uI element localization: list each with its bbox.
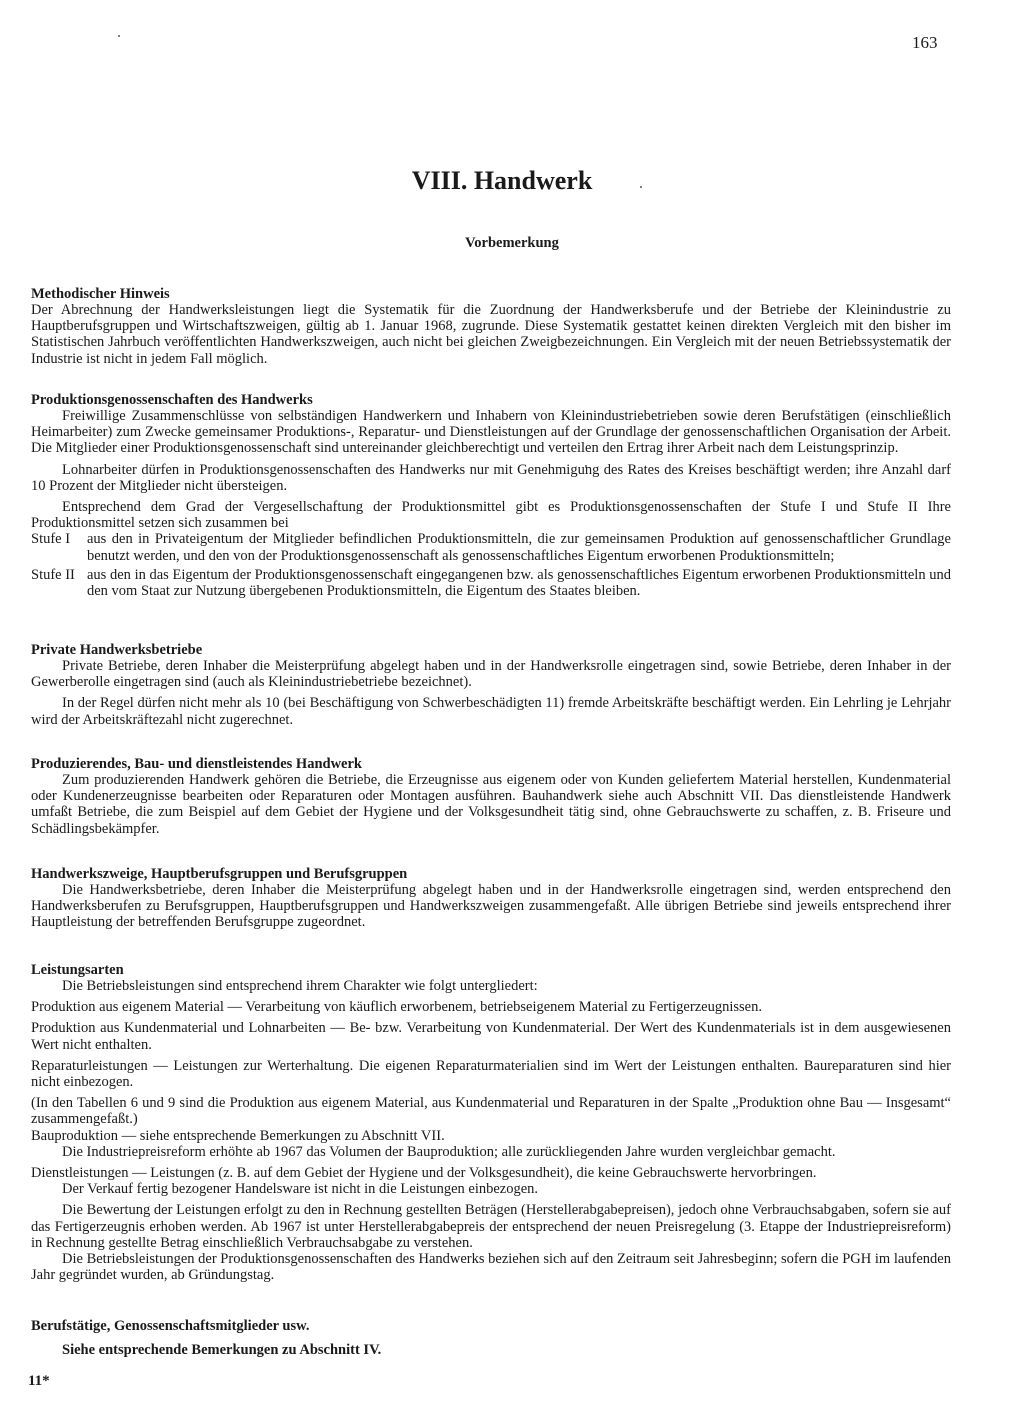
- paragraph: Freiwillige Zusammenschlüsse von selbständigen Handwerkern und Inhabern von Kleinindustriebetrieben sowie deren Berufstätigen (einschließlich Heimarbeiter) zum Zwecke gemeinsamer Produktions-, Reparatur- und Dienstleistungen auf der Grundlage der genossenschaftlichen Organisation der Arbeit. Die Mitglieder einer Produktionsgenossenschaft sind untereinander gleichberechtigt und verteilen den Ertrag ihrer Arbeit nach dem Leistungsprinzip.: [31, 408, 951, 457]
- section-heading: Berufstätige, Genossenschaftsmitglieder usw.: [31, 1318, 310, 1334]
- section-zweige: [31, 866, 951, 931]
- paragraph: Lohnarbeiter dürfen in Produktionsgenossenschaften des Handwerks nur mit Genehmigung des Rates des Kreises beschäftigt werden; ihre Anzahl darf 10 Prozent der Mitglieder nicht übersteigen.: [31, 461, 951, 494]
- paragraph: Die Industriepreisreform erhöhte ab 1967 das Volumen der Bauproduktion; alle zurückliegenden Jahre wurden vergleichbar gemacht.: [62, 1143, 836, 1160]
- paragraph: (In den Tabellen 6 und 9 sind die Produktion aus eigenem Material, aus Kundenmaterial und Reparaturen in der Spalte „Produktion ohne Bau — Insgesamt“ zusammengefaßt.): [31, 1095, 951, 1128]
- stufe-1-item: [31, 531, 951, 563]
- paragraph: Dienstleistungen — Leistungen (z. B. auf dem Gebiet der Hygiene und der Volksgesundheit), die keine Gebrauchswerte hervorbringen.: [31, 1165, 817, 1182]
- paragraph: Die Handwerksbetriebe, deren Inhaber die Meisterprüfung abgelegt haben und in der Handwerksrolle eingetragen sind, werden entsprechend den Handwerksberufen zu Berufsgruppen, Hauptberufsgruppen und Handwerkszweigen zusammengefaßt. Alle übrigen Betriebe sind jeweils entsprechend ihrer Hauptleistung der betreffenden Berufsgruppe zugeordnet.: [31, 882, 951, 931]
- section-beruf: [31, 1318, 951, 1358]
- paragraph: Die Bewertung der Leistungen erfolgt zu den in Rechnung gestellten Beträgen (Herstellerabgabepreisen), jedoch ohne Verbrauchsabgaben, sofern sie auf das Fertigerzeugnis erhoben werden. Ab 1967 ist unter Herstellerabgabepreis der entsprechend der neuen Preisregelung (3. Etappe der Industriepreisreform) in Rechnung gestellte Betrag einschließlich Verbrauchsabgabe zu verstehen.: [31, 1202, 951, 1251]
- chapter-title: VIII. Handwerk: [411, 166, 593, 195]
- paragraph: Der Verkauf fertig bezogener Handelsware ist nicht in die Leistungen einbezogen.: [62, 1181, 539, 1198]
- section-heading: Handwerkszweige, Hauptberufsgruppen und Berufsgruppen: [31, 866, 408, 882]
- section-heading: Leistungsarten: [31, 962, 124, 978]
- stufe-text: aus den in das Eigentum der Produktionsgenossenschaft eingegangenen bzw. als genossenschaftliches Eigentum erworbenen Produktionsmitteln und den vom Staat zur Nutzung übergebenen Produktionsmitteln, die Eigentum des Staates bleiben.: [87, 566, 951, 600]
- paragraph: Private Betriebe, deren Inhaber die Meisterprüfung abgelegt haben und in der Handwerksrolle eingetragen sind, sowie Betriebe, deren Inhaber in der Gewerberolle eingetragen sind (auch als Kleinindustriebetriebe bezeichnet).: [31, 658, 951, 691]
- page-number: 163: [912, 33, 938, 52]
- paragraph: Reparaturleistungen — Leistungen zur Werterhaltung. Die eigenen Reparaturmaterialien sind im Wert der Leistungen enthalten. Baureparaturen sind hier nicht einbezogen.: [31, 1057, 951, 1091]
- paragraph: Siehe entsprechende Bemerkungen zu Abschnitt IV.: [62, 1342, 382, 1358]
- section-produzierend: [31, 756, 951, 837]
- paragraph: Die Betriebsleistungen sind entsprechend ihrem Charakter wie folgt untergliedert:: [62, 978, 538, 994]
- section-heading: Private Handwerksbetriebe: [31, 642, 203, 658]
- paragraph: Die Betriebsleistungen der Produktionsgenossenschaften des Handwerks beziehen sich auf den Zeitraum seit Jahresbeginn; sofern die PGH im laufenden Jahr gegründet wurden, ab Gründungstag.: [31, 1251, 951, 1284]
- paragraph: Entsprechend dem Grad der Vergesellschaftung der Produktionsmittel gibt es Produktionsgenossenschaften der Stufe I und Stufe II Ihre Produktionsmittel setzen sich zusammen bei: [31, 499, 951, 532]
- section-privat: [31, 642, 951, 728]
- section-heading: Produzierendes, Bau- und dienstleistendes Handwerk: [31, 756, 362, 772]
- speck-mark: [118, 35, 120, 37]
- paragraph: Zum produzierenden Handwerk gehören die Betriebe, die Erzeugnisse aus eigenem oder von Kunden geliefertem Material herstellen, Kundenmaterial oder Kundenerzeugnisse bearbeiten oder Reparaturen oder Montagen ausführen. Bauhandwerk siehe auch Abschnitt VII. Das dienstleistende Handwerk umfaßt Betriebe, die zum Beispiel auf dem Gebiet der Hygiene und der Volksgesundheit tätig sind, ohne Gebrauchswerte zu schaffen, z. B. Friseure und Schädlingsbekämpfer.: [31, 772, 951, 837]
- paragraph: Bauproduktion — siehe entsprechende Bemerkungen zu Abschnitt VII.: [31, 1127, 445, 1144]
- stufe-label: Stufe II: [31, 566, 75, 583]
- section-methodisch: [31, 286, 951, 367]
- paragraph: In der Regel dürfen nicht mehr als 10 (bei Beschäftigung von Schwerbeschädigten 11) fremde Arbeitskräfte beschäftigt werden. Ein Lehrling je Lehrjahr wird der Arbeitskräftezahl nicht zugerechnet.: [31, 695, 951, 728]
- paragraph: Produktion aus Kundenmaterial und Lohnarbeiten — Be- bzw. Verarbeitung von Kundenmaterial. Der Wert des Kundenmaterials ist in dem ausgewiesenen Wert nicht enthalten.: [31, 1020, 951, 1053]
- section-pgh: [31, 392, 951, 599]
- section-heading: Methodischer Hinweis: [31, 286, 170, 302]
- section-leistungsarten: [31, 962, 951, 1283]
- paragraph: Produktion aus eigenem Material — Verarbeitung von käuflich erworbenem, betriebseigenem Material zu Fertigerzeugnissen.: [31, 999, 762, 1016]
- stufe-label: Stufe I: [31, 531, 71, 548]
- preface-title: Vorbemerkung: [465, 235, 559, 251]
- paragraph: Der Abrechnung der Handwerksleistungen liegt die Systematik für die Zuordnung der Handwerksberufe und der Betriebe der Kleinindustrie zu Hauptberufsgruppen und Wirtschaftszweigen, gültig ab 1. Januar 1968, zugrunde. Diese Systematik gestattet keinen direkten Vergleich mit den bisher im Statistischen Jahrbuch veröffentlichten Handwerkszweigen, auch nicht bei gleichen Zweigbezeichnungen. Ein Vergleich mit der neuen Betriebssystematik der Industrie ist nicht in jedem Fall möglich.: [31, 302, 951, 367]
- stufe-2-item: [31, 567, 951, 599]
- section-heading: Produktionsgenossenschaften des Handwerks: [31, 392, 313, 408]
- stufe-text: aus den in Privateigentum der Mitglieder befindlichen Produktionsmitteln, die zur gemeinsamen Produktion auf genossenschaftlicher Grundlage benutzt werden, und den von der Produktionsgenossenschaft als genossenschaftliches Eigentum erworbenen Produktionsmitteln;: [87, 531, 951, 564]
- signature-mark: 11*: [28, 1373, 50, 1389]
